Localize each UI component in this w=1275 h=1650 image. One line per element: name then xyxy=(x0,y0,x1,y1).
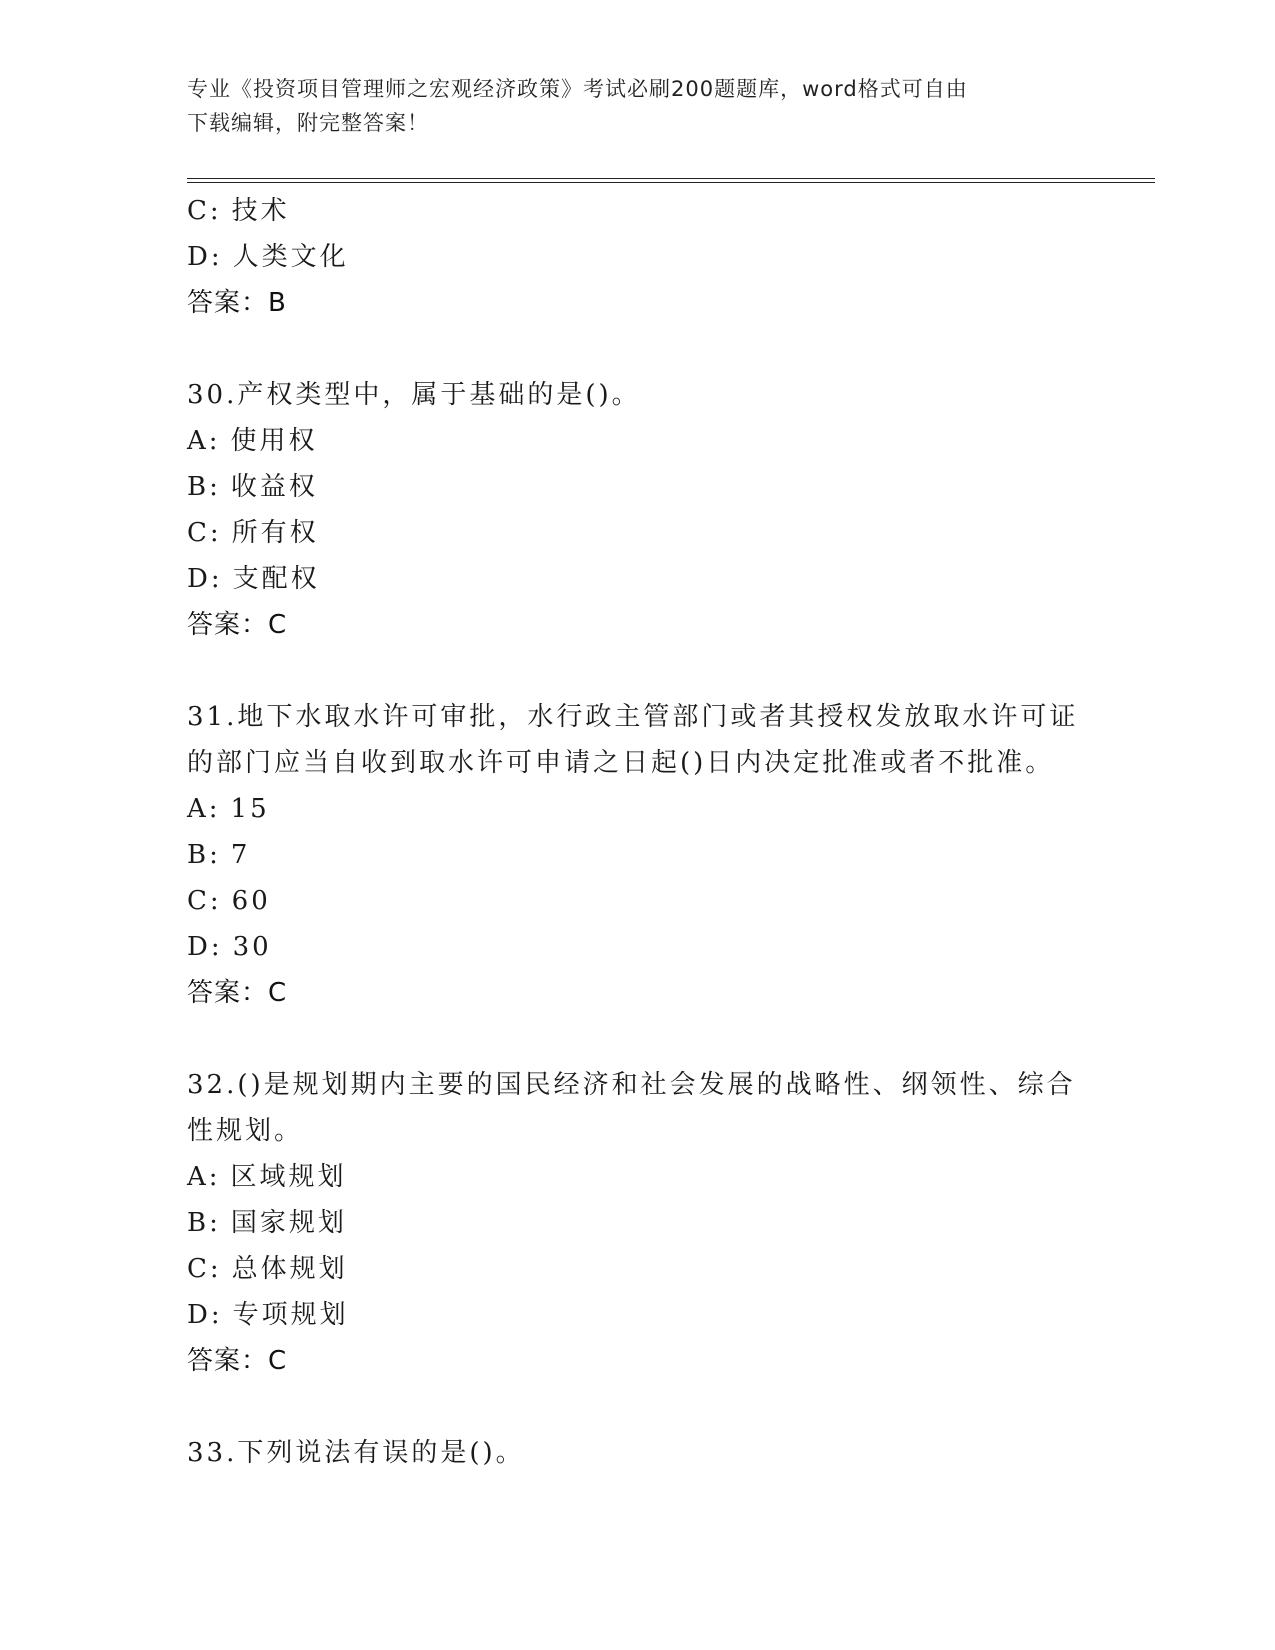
option-text: 区域规划 xyxy=(230,1162,347,1192)
option-text: 支配权 xyxy=(232,564,320,594)
question-stem-31 xyxy=(187,694,1087,786)
option-text: 国家规划 xyxy=(230,1208,347,1238)
question-text: ()是规划期内主要的国民经济和社会发展的战略性、纲领性、综合 xyxy=(237,1070,1076,1100)
answer-line: 答案：C xyxy=(187,610,288,640)
option-key: A: xyxy=(187,426,221,456)
option-text: 技术 xyxy=(231,196,290,226)
header-divider-top xyxy=(187,178,1155,179)
option-key: A: xyxy=(187,1162,221,1192)
option-text: 15 xyxy=(230,794,270,824)
question-stem-30 xyxy=(187,372,1087,418)
header-title-line-2: 下载编辑，附完整答案！ xyxy=(187,111,429,135)
question-number: 31. xyxy=(187,702,238,732)
question-stem-32 xyxy=(187,1062,1087,1154)
option-b xyxy=(187,1200,1087,1246)
option-c xyxy=(187,1246,1087,1292)
option-text: 所有权 xyxy=(231,518,319,548)
option-c xyxy=(187,188,1087,234)
option-key: D: xyxy=(187,564,223,594)
option-key: B: xyxy=(187,840,221,870)
option-c xyxy=(187,878,1087,924)
option-text: 专项规划 xyxy=(232,1300,349,1330)
option-a xyxy=(187,786,1087,832)
option-d xyxy=(187,924,1087,970)
option-key: B: xyxy=(187,1208,221,1238)
question-text: 地下水取水许可审批，水行政主管部门或者其授权发放取水许可证 xyxy=(237,702,1079,732)
answer-line: 答案：B xyxy=(187,288,287,318)
option-d xyxy=(187,1292,1087,1338)
option-key: D: xyxy=(187,932,223,962)
option-text: 7 xyxy=(230,840,251,870)
option-b xyxy=(187,832,1087,878)
option-key: C: xyxy=(187,196,222,226)
option-a xyxy=(187,1154,1087,1200)
header-title-line-1: 专业《投资项目管理师之宏观经济政策》考试必刷200题题库，word格式可自由 xyxy=(187,77,968,101)
answer-line: 答案：C xyxy=(187,978,288,1008)
header-divider-bottom xyxy=(187,182,1155,183)
option-b xyxy=(187,464,1087,510)
option-text: 60 xyxy=(231,886,271,916)
option-text: 总体规划 xyxy=(231,1254,348,1284)
option-text: 30 xyxy=(232,932,272,962)
question-text-continued: 的部门应当自收到取水许可申请之日起()日内决定批准或者不批准。 xyxy=(187,748,1055,778)
question-list xyxy=(187,188,1087,1476)
option-text: 使用权 xyxy=(230,426,318,456)
option-a xyxy=(187,418,1087,464)
option-d xyxy=(187,234,1087,280)
option-text: 人类文化 xyxy=(232,242,349,272)
question-text: 产权类型中，属于基础的是()。 xyxy=(237,380,641,410)
question-stem-33 xyxy=(187,1430,1087,1476)
option-key: B: xyxy=(187,472,221,502)
question-number: 30. xyxy=(187,380,238,410)
page-header xyxy=(187,72,1087,140)
question-number: 33. xyxy=(187,1438,238,1468)
option-key: C: xyxy=(187,1254,222,1284)
question-text-continued: 性规划。 xyxy=(187,1116,304,1146)
option-c xyxy=(187,510,1087,556)
option-key: D: xyxy=(187,242,223,272)
option-key: A: xyxy=(187,794,221,824)
option-key: C: xyxy=(187,886,222,916)
option-key: C: xyxy=(187,518,222,548)
option-d xyxy=(187,556,1087,602)
question-text: 下列说法有误的是()。 xyxy=(237,1438,525,1468)
option-key: D: xyxy=(187,1300,223,1330)
option-text: 收益权 xyxy=(230,472,318,502)
answer-line: 答案：C xyxy=(187,1346,288,1376)
question-number: 32. xyxy=(187,1070,238,1100)
